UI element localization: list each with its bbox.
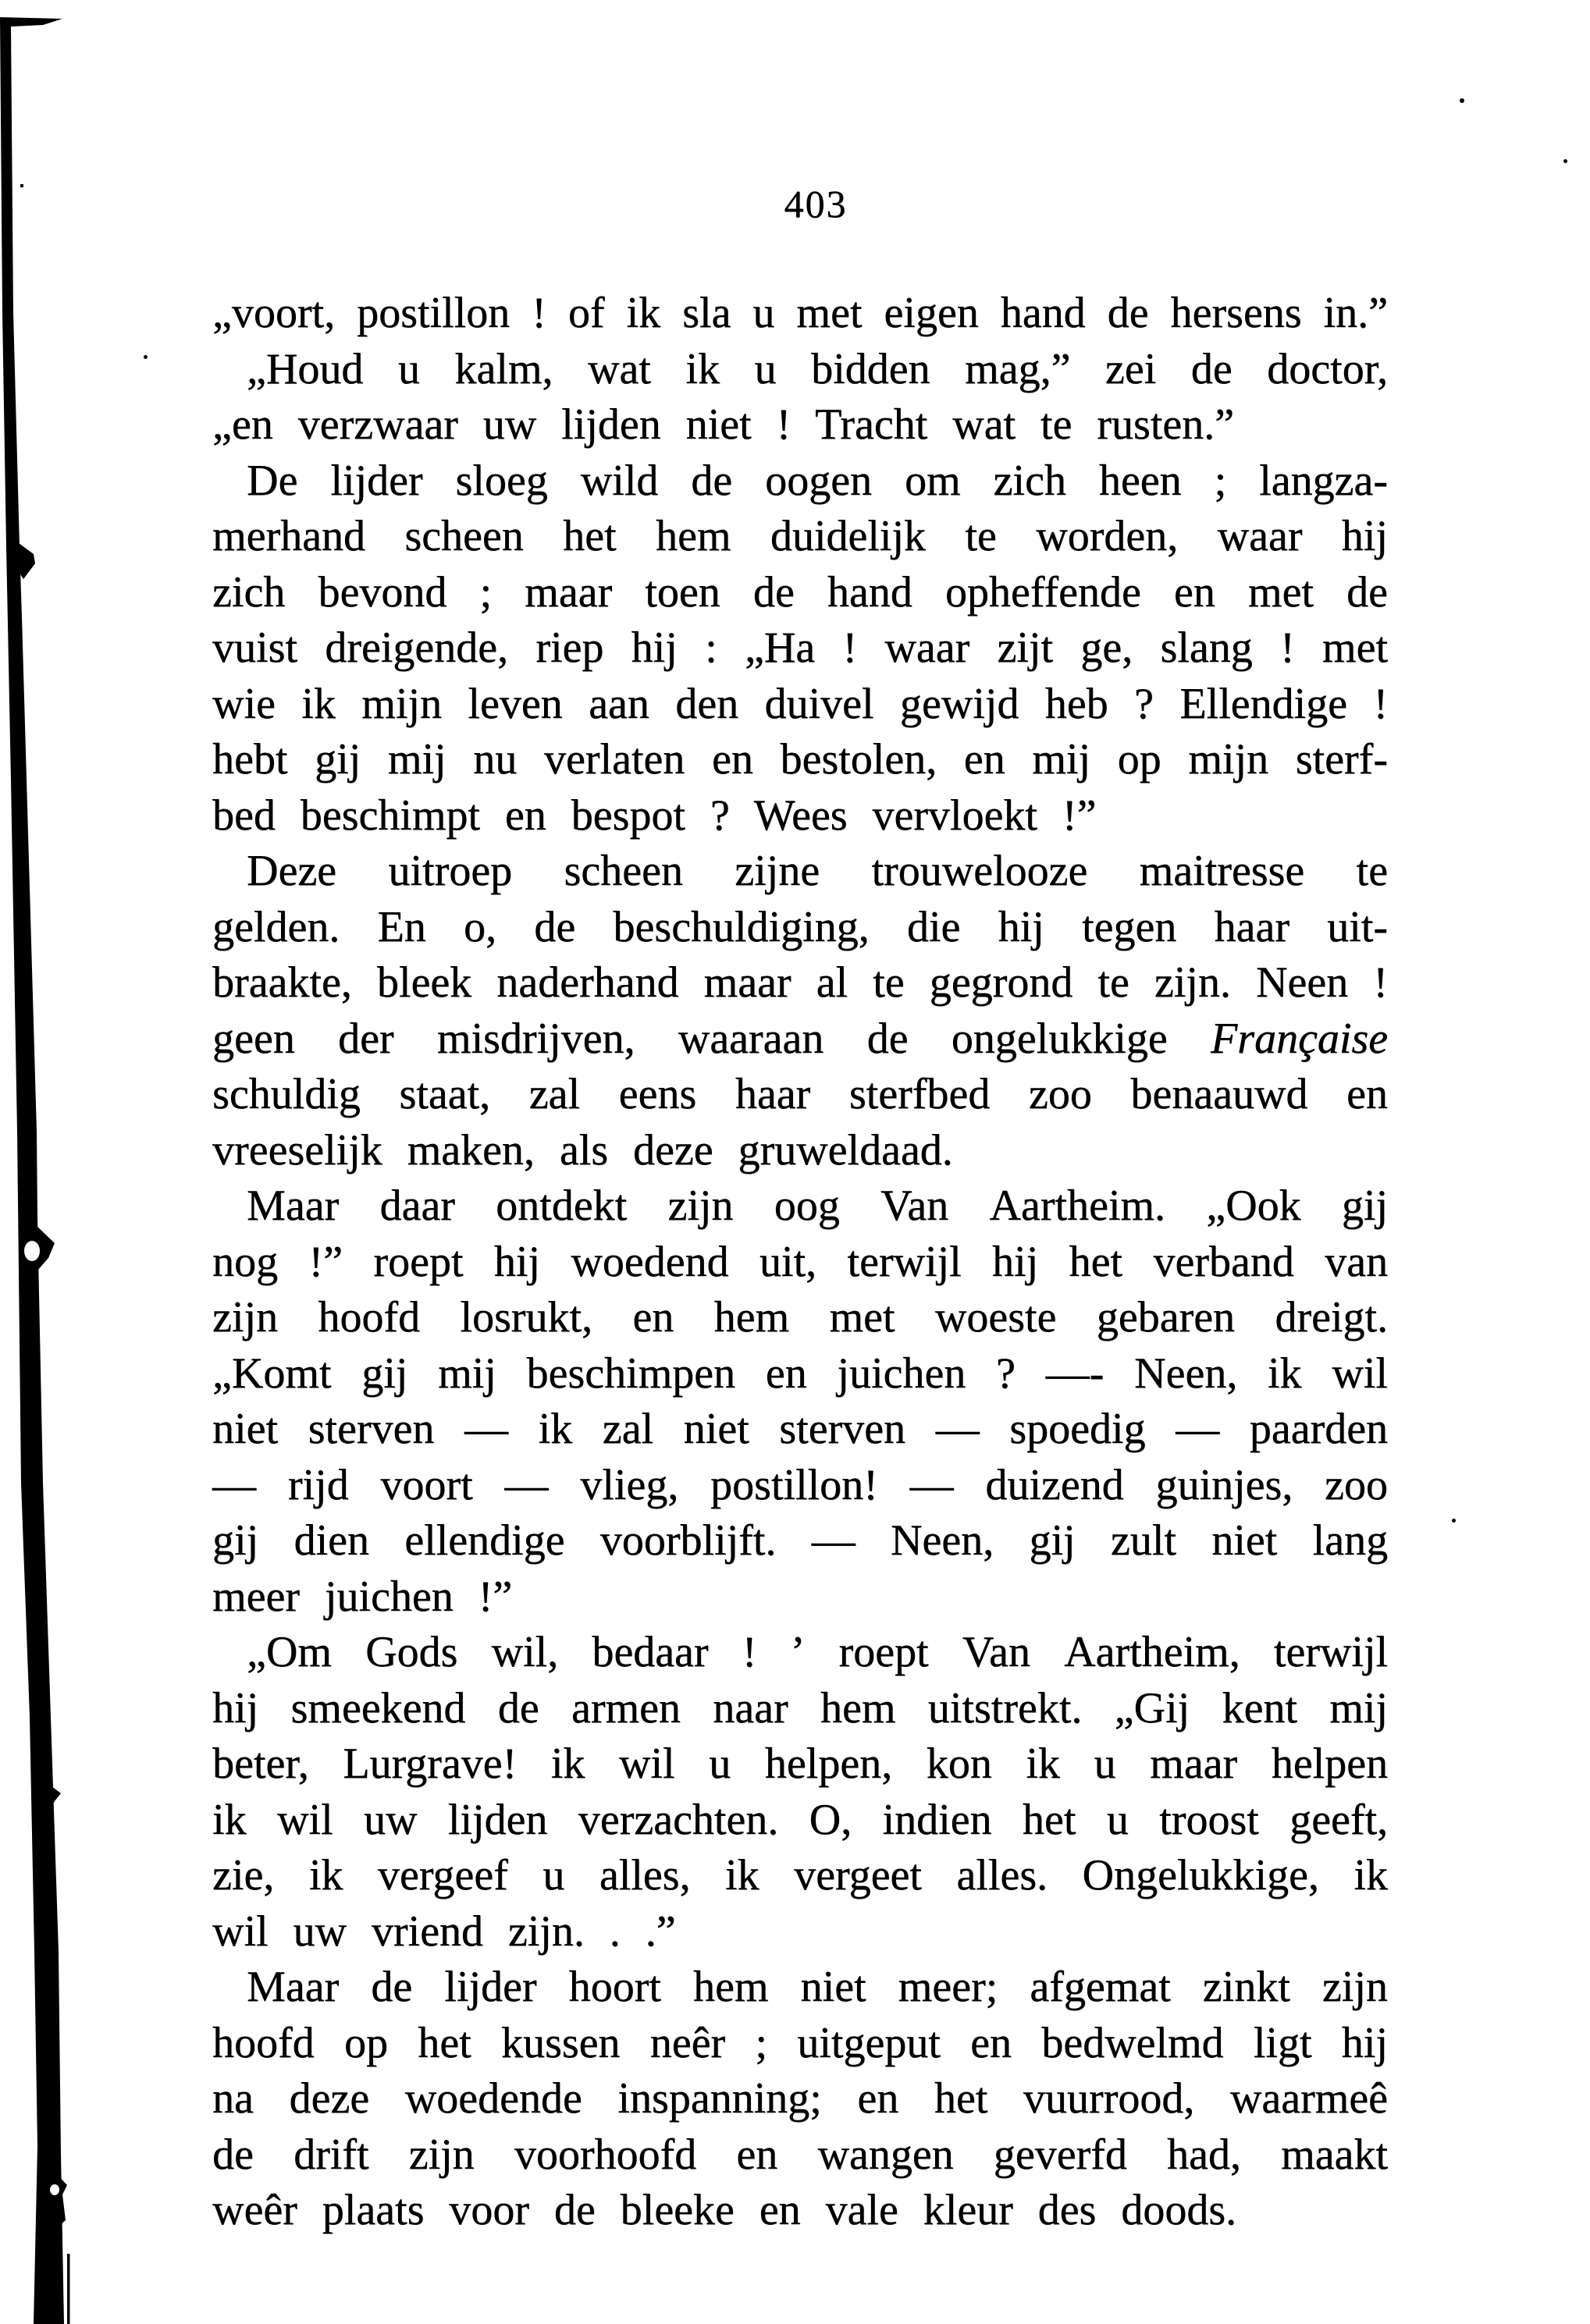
text-line: hoofd op het kussen neêr ; uitgeput en bedwelmd ligt hij (212, 2018, 1388, 2067)
ink-speck (144, 355, 148, 359)
text-line: bed beschimpt en bespot ? Wees vervloekt !” (212, 791, 1097, 840)
text-line: de drift zijn voorhoofd en wangen geverfd had, maakt (212, 2130, 1388, 2179)
text-line: „voort, postillon ! of ik sla u met eigen hand de hersens in.” (212, 289, 1388, 337)
text-line: vuist dreigende, riep hij : „Ha ! waar zijt ge, slang ! met (212, 624, 1388, 672)
text-line: hij smeekend de armen naar hem uitstrekt. „Gij kent mij (212, 1683, 1388, 1732)
page-number: 403 (784, 182, 848, 226)
text-line: — rijd voort — vlieg, postillon! — duizend guinjes, zoo (212, 1460, 1388, 1509)
ink-speck (1452, 1519, 1456, 1523)
text-line: nog !” roept hij woedend uit, terwijl hij het verband van (212, 1237, 1388, 1286)
text-line: merhand scheen het hem duidelijk te worden, waar hij (212, 512, 1388, 560)
text-line: braakte, bleek naderhand maar al te gegrond te zijn. Neen ! (212, 958, 1388, 1007)
text-line: weêr plaats voor de bleeke en vale kleur des doods. (212, 2186, 1237, 2234)
text-line: zie, ik vergeef u alles, ik vergeet alles. Ongelukkige, ik (212, 1851, 1388, 1899)
text-line: schuldig staat, zal eens haar sterfbed zoo benaauwd en (212, 1070, 1388, 1118)
text-line: gelden. En o, de beschuldiging, die hij tegen haar uit- (212, 902, 1388, 951)
text-line: „Om Gods wil, bedaar ! ’ roept Van Aartheim, terwijl (247, 1628, 1388, 1676)
text-line: geen der misdrijven, waaraan de ongelukkige Française (212, 1014, 1388, 1063)
scan-binding-artifact (0, 0, 86, 2324)
text-line: wie ik mijn leven aan den duivel gewijd heb ? Ellendige ! (212, 679, 1388, 728)
text-line: zich bevond ; maar toen de hand opheffende en met de (212, 567, 1388, 617)
text-line: Maar daar ontdekt zijn oog Van Aartheim. „Ook gij (247, 1182, 1388, 1230)
text-line: zijn hoofd losrukt, en hem met woeste gebaren dreigt. (212, 1293, 1388, 1341)
ink-speck (1460, 98, 1464, 103)
ink-speck (1563, 159, 1567, 163)
text-line: hebt gij mij nu verlaten en bestolen, en mij op mijn sterf- (212, 735, 1388, 784)
text-line: ik wil uw lijden verzachten. O, indien het u troost geeft, (212, 1795, 1388, 1844)
text-line: niet sterven — ik zal niet sterven — spoedig — paarden (212, 1405, 1388, 1453)
text-line: Deze uitroep scheen zijne trouwelooze maitresse te (247, 847, 1388, 895)
text-line: „Komt gij mij beschimpen en juichen ? —- Neen, ik wil (212, 1349, 1388, 1398)
text-line: De lijder sloeg wild de oogen om zich heen ; langza- (247, 456, 1388, 505)
text-line: „Houd u kalm, wat ik u bidden mag,” zei de doctor, (247, 344, 1388, 393)
text-line: wil uw vriend zijn. . .” (212, 1906, 676, 1956)
text-line: vreeselijk maken, als deze gruweldaad. (212, 1125, 953, 1174)
text-line: meer juichen !” (212, 1572, 513, 1621)
text-line: gij dien ellendige voorblijft. — Neen, gij zult niet lang (212, 1516, 1388, 1565)
text-line: beter, Lurgrave! ik wil u helpen, kon ik u maar helpen (212, 1739, 1388, 1788)
text-line: Maar de lijder hoort hem niet meer; afgemat zinkt zijn (247, 1963, 1388, 2011)
text-line: na deze woedende inspanning; en het vuurrood, waarmeê (212, 2074, 1388, 2123)
text-line: „en verzwaar uw lijden niet ! Tracht wat te rusten.” (212, 400, 1234, 449)
text-block (212, 286, 1388, 2239)
